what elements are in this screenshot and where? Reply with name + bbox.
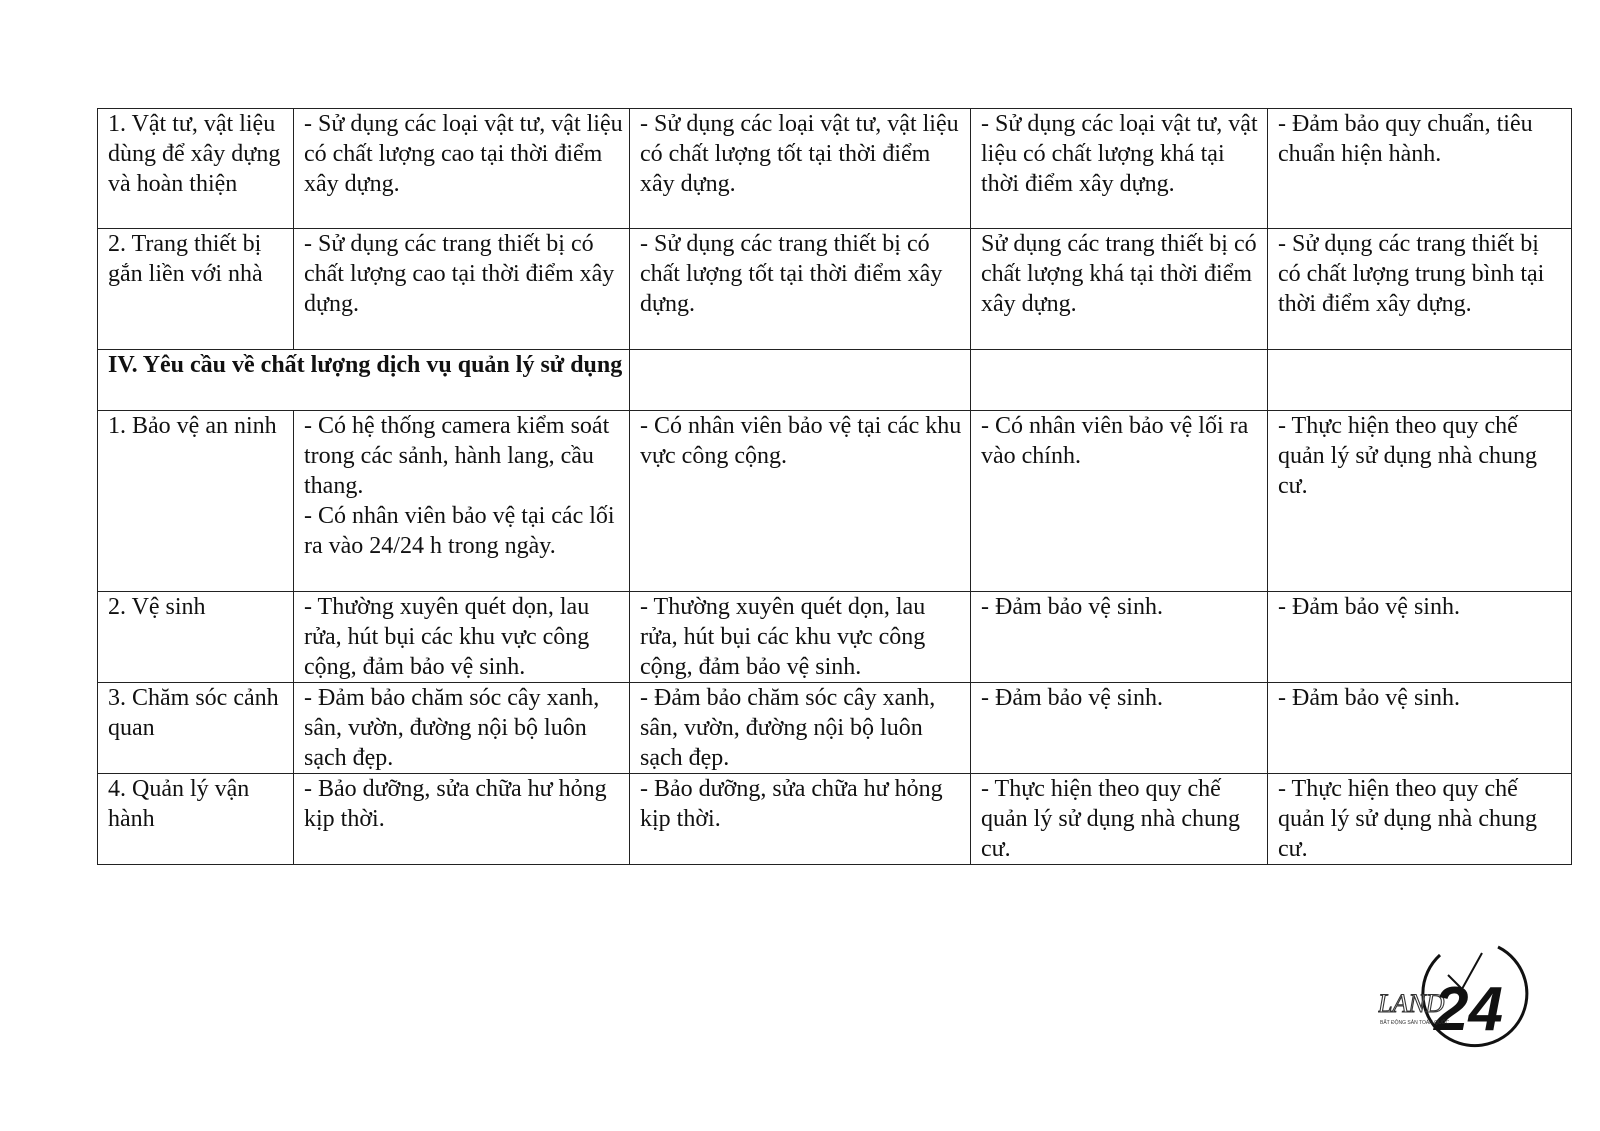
quality-requirements-table [97,108,1572,865]
level-4-cell [1268,683,1572,774]
level-3-cell [971,411,1268,592]
level-4-cell [1268,592,1572,683]
cell-text: - Thực hiện theo quy chế quản lý sử dụng nhà chung cư. [1278,413,1537,499]
level-2-cell [630,683,971,774]
cell-text: - Thường xuyên quét dọn, lau rửa, hút bụi các khu vực công cộng, đảm bảo vệ sinh. [304,594,590,680]
empty-cell [971,350,1268,411]
logo-text: LAND [1378,989,1445,1018]
level-1-cell [294,411,630,592]
level-4-cell [1268,229,1572,350]
level-2-cell [630,411,971,592]
cell-text: - Thường xuyên quét dọn, lau rửa, hút bụi các khu vực công cộng, đảm bảo vệ sinh. [640,594,926,680]
cell-text: - Có nhân viên bảo vệ tại các khu vực công cộng. [640,413,962,469]
level-1-cell [294,683,630,774]
row-label-cell [98,109,294,229]
table-row [98,683,1572,774]
cell-text: - Đảm bảo vệ sinh. [981,594,1163,620]
level-1-cell [294,592,630,683]
level-2-cell [630,229,971,350]
row-label-cell [98,229,294,350]
section-title-cell [98,350,630,411]
table-row [98,109,1572,229]
cell-text: - Sử dụng các loại vật tư, vật liệu có chất lượng cao tại thời điểm xây dựng. [304,111,623,197]
row-label-cell [98,411,294,592]
level-1-cell [294,229,630,350]
cell-text: - Sử dụng các loại vật tư, vật liệu có chất lượng khá tại thời điểm xây dựng. [981,111,1258,197]
cell-text: - Thực hiện theo quy chế quản lý sử dụng nhà chung cư. [1278,776,1537,862]
level-1-cell [294,109,630,229]
row-label: 2. Trang thiết bị gắn liền với nhà [108,231,263,287]
row-label-cell [98,683,294,774]
cell-text: - Đảm bảo vệ sinh. [1278,594,1460,620]
empty-cell [630,350,971,411]
level-3-cell [971,683,1268,774]
section-title: IV. Yêu cầu về chất lượng dịch vụ quản lý sử dụng [108,352,623,378]
table-row [98,774,1572,865]
row-label: 4. Quản lý vận hành [108,776,250,832]
cell-text: - Có nhân viên bảo vệ lối ra vào chính. [981,413,1249,469]
level-3-cell [971,592,1268,683]
cell-text: - Có hệ thống camera kiểm soát trong các sảnh, hành lang, cầu thang. [304,413,610,499]
cell-text: - Đảm bảo vệ sinh. [1278,685,1460,711]
level-4-cell [1268,774,1572,865]
row-label: 1. Vật tư, vật liệu dùng để xây dựng và hoàn thiện [108,111,281,197]
cell-text: - Sử dụng các trang thiết bị có chất lượng tốt tại thời điểm xây dựng. [640,231,943,317]
cell-text: - Đảm bảo chăm sóc cây xanh, sân, vườn, đường nội bộ luôn sạch đẹp. [304,685,600,771]
table-row [98,411,1572,592]
level-1-cell [294,774,630,865]
cell-text: - Sử dụng các trang thiết bị có chất lượng cao tại thời điểm xây dựng. [304,231,615,317]
table-row [98,229,1572,350]
section-header-row [98,350,1572,411]
level-3-cell [971,229,1268,350]
empty-cell [1268,350,1572,411]
cell-text: - Sử dụng các loại vật tư, vật liệu có chất lượng tốt tại thời điểm xây dựng. [640,111,959,197]
row-label: 1. Bảo vệ an ninh [108,413,277,439]
row-label-cell [98,592,294,683]
level-2-cell [630,109,971,229]
cell-text: - Bảo dưỡng, sửa chữa hư hỏng kịp thời. [640,776,943,832]
cell-text: - Sử dụng các trang thiết bị có chất lượng trung bình tại thời điểm xây dựng. [1278,231,1545,317]
logo-tagline: BẤT ĐỘNG SẢN TOÀN QUỐC [1380,1020,1450,1026]
land24-logo [1378,935,1538,1065]
cell-text: - Đảm bảo vệ sinh. [981,685,1163,711]
cell-text: - Đảm bảo chăm sóc cây xanh, sân, vườn, đường nội bộ luôn sạch đẹp. [640,685,936,771]
cell-text: Sử dụng các trang thiết bị có chất lượng khá tại thời điểm xây dựng. [981,231,1257,317]
logo-number: 24 [1434,975,1503,1044]
cell-text: - Đảm bảo quy chuẩn, tiêu chuẩn hiện hành. [1278,111,1533,167]
level-2-cell [630,774,971,865]
table-row [98,592,1572,683]
row-label: 2. Vệ sinh [108,594,206,620]
row-label-cell [98,774,294,865]
cell-text: - Bảo dưỡng, sửa chữa hư hỏng kịp thời. [304,776,607,832]
level-3-cell [971,774,1268,865]
level-2-cell [630,592,971,683]
level-4-cell [1268,411,1572,592]
table-body [98,109,1572,865]
level-3-cell [971,109,1268,229]
level-4-cell [1268,109,1572,229]
cell-text: - Thực hiện theo quy chế quản lý sử dụng nhà chung cư. [981,776,1240,862]
cell-text: - Có nhân viên bảo vệ tại các lối ra vào 24/24 h trong ngày. [304,503,615,559]
row-label: 3. Chăm sóc cảnh quan [108,685,279,741]
